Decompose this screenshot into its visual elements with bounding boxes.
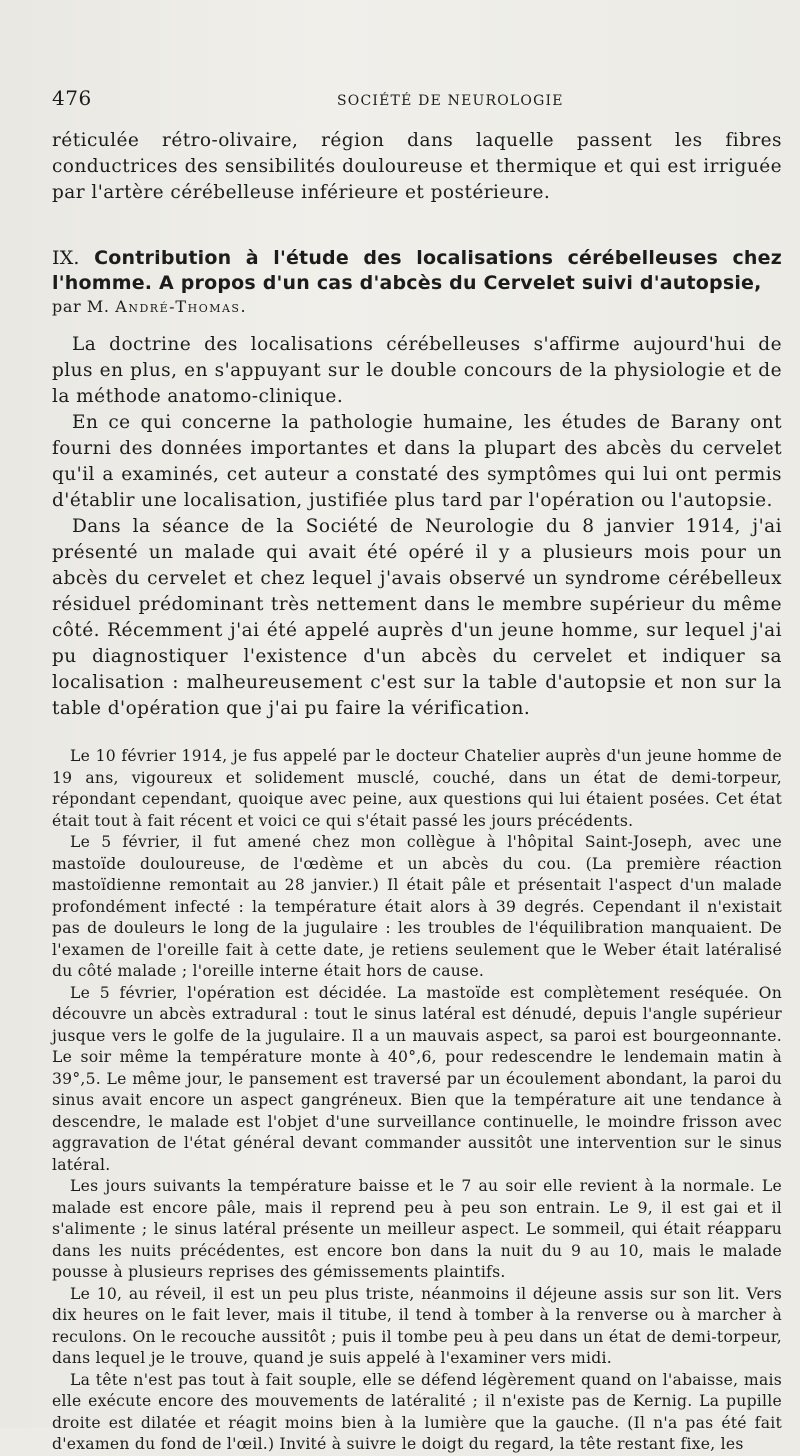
body-paragraph: Dans la séance de la Société de Neurologie du 8 janvier 1914, j'ai présenté un malade qui avait été opéré il y a plusieurs mois pour un abcès du cervelet et chez lequel j'avais observé un syndrome cérébelleux résiduel prédominant très nettement dans le membre supérieur du même côté. Récemment j'ai été appelé auprès d'un jeune homme, sur lequel j'ai pu diagnostiquer l'existence d'un abcès du cervelet et indiquer sa localisation : malheureusement c'est sur la table d'autopsie et non sur la table d'opération que j'ai pu faire la vérification.	[52, 516, 782, 719]
case-paragraph: Les jours suivants la température baisse et le 7 au soir elle revient à la normale. Le malade est encore pâle, mais il reprend peu à peu son entrain. Le 9, il est gai et il s'alimente ; le sinus latéral présente un meilleur aspect. Le sommeil, qui était réapparu dans les nuits précédentes, est encore bon dans la nuit du 9 au 10, mais le malade pousse à plusieurs reprises des gémissements plaintifs.	[52, 1177, 782, 1281]
body-text	[52, 332, 782, 722]
section-numeral: IX.	[52, 247, 80, 269]
case-paragraph: Le 10 février 1914, je fus appelé par le docteur Chatelier auprès d'un jeune homme de 19 ans, vigoureux et solidement musclé, couché, dans un état de demi-torpeur, répondant cependant, quoique avec peine, aux questions qui lui étaient posées. Cet état était tout à fait récent et voici ce qui s'était passé les jours précédents.	[52, 747, 782, 830]
body-paragraph: La doctrine des localisations cérébelleuses s'affirme aujourd'hui de plus en plus, en s'appuyant sur le double concours de la physiologie et de la méthode anatomo-clinique.	[52, 334, 782, 407]
case-paragraph: Le 5 février, il fut amené chez mon collègue à l'hôpital Saint-Joseph, avec une mastoïde douloureuse, de l'œdème et un abcès du cou. (La première réaction mastoïdienne remontait au 28 janvier.) Il était pâle et présentait l'aspect d'un malade profondément infecté : la température était alors à 39 degrés. Cependant il n'existait pas de douleurs le long de la jugulaire : les troubles de l'équilibration manquaient. De l'examen de l'oreille fait à cette date, je retiens seulement que le Weber était latéralisé du côté malade ; l'oreille interne était hors de cause.	[52, 833, 782, 980]
section-title-text: Contribution à l'étude des localisations cérébelleuses chez l'homme. A propos d'un cas d'abcès du Cervelet suivi d'autopsie,	[52, 247, 782, 294]
byline-prefix: par M.	[52, 297, 110, 316]
case-paragraph: La tête n'est pas tout à fait souple, elle se défend légèrement quand on l'abaisse, mais elle exécute encore des mouvements de latéralité ; il n'existe pas de Kernig. La pupille droite est dilatée et réagit moins bien à la lumière que la gauche. (Il n'a pas été fait d'examen du fond de l'œil.) Invité à suivre le doigt du regard, la tête restant fixe, les	[52, 1370, 782, 1453]
intro-paragraph: réticulée rétro-olivaire, région dans laquelle passent les fibres conductrices des sensibilités douloureuse et thermique et qui est irriguée par l'artère cérébelleuse inférieure et postérieure.	[52, 130, 782, 203]
case-report	[52, 746, 782, 1456]
body-paragraph: En ce qui concerne la pathologie humaine, les études de Barany ont fourni des données importantes et dans la plupart des abcès du cervelet qu'il a examinés, cet auteur a constaté des symptômes qui lui ont permis d'établir une localisation, justifiée plus tard par l'opération ou l'autopsie.	[52, 412, 782, 511]
case-paragraph: Le 5 février, l'opération est décidée. La mastoïde est complètement reséquée. On découvre un abcès extradural : tout le sinus latéral est dénudé, depuis l'angle supérieur jusque vers le golfe de la jugulaire. Il a un mauvais aspect, sa paroi est bourgeonnante. Le soir même la température monte à 40°,6, pour redescendre le lendemain matin à 39°,5. Le même jour, le pansement est traversé par un écoulement abondant, la paroi du sinus avait encore un aspect gangréneux. Bien que la température ait une tendance à descendre, le malade est l'objet d'une surveillance continuelle, le moindre frisson avec aggravation de l'état général devant commander aussitôt une intervention sur le sinus latéral.	[52, 983, 782, 1174]
page-number: 476	[52, 86, 92, 110]
byline-author: André-Thomas.	[115, 297, 248, 316]
running-head: SOCIÉTÉ DE NEUROLOGIE	[337, 93, 564, 109]
section-title	[52, 246, 782, 296]
case-paragraph: Le 10, au réveil, il est un peu plus triste, néanmoins il déjeune assis sur son lit. Vers dix heures on le fait lever, mais il titube, il tend à tomber à la renverse ou à marcher à reculons. On le recouche aussitôt ; puis il tombe peu à peu dans un état de demi-torpeur, dans lequel je le trouve, quand je suis appelé à l'examiner vers midi.	[52, 1284, 782, 1367]
page-header	[52, 86, 782, 118]
section-byline	[52, 296, 782, 318]
